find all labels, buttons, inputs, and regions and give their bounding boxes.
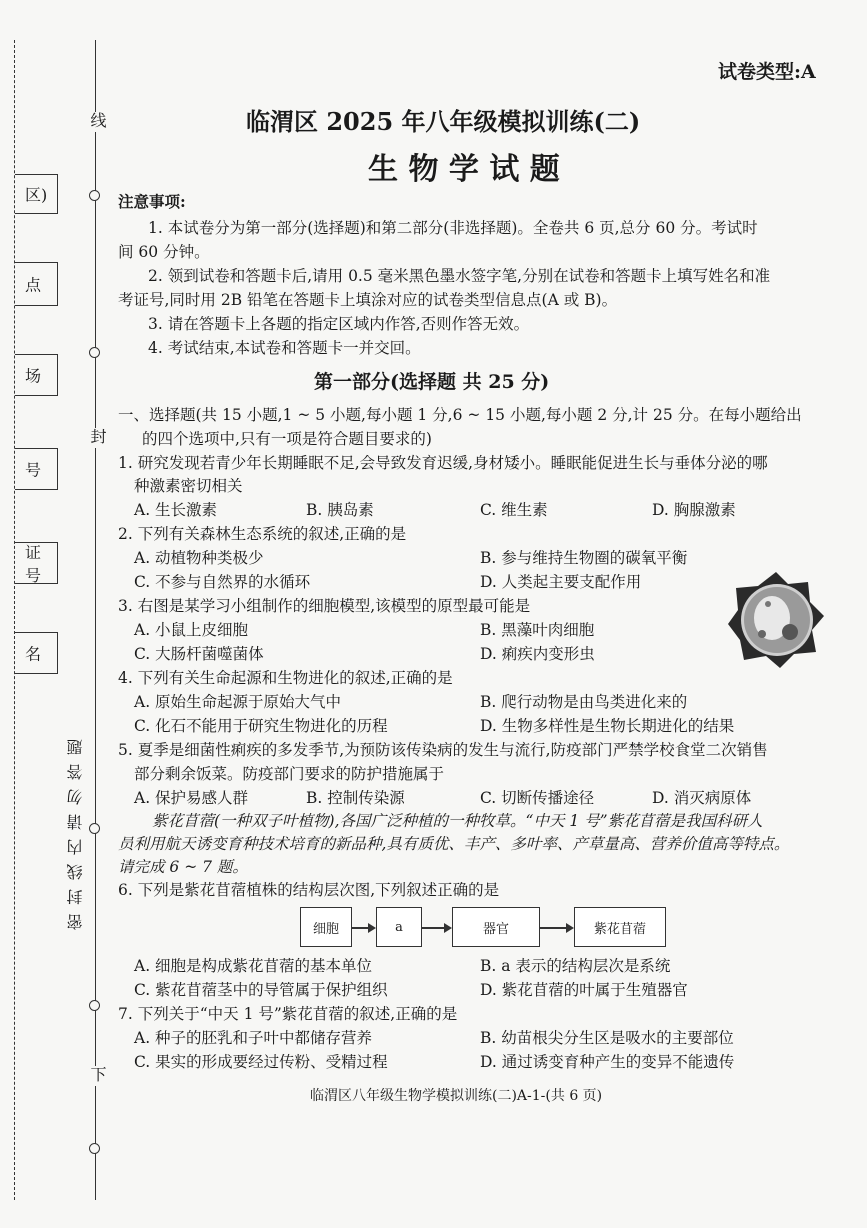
- option-b: B. 参与维持生物圈的碳氧平衡: [480, 549, 688, 567]
- notice-heading: 注意事项:: [118, 192, 186, 211]
- field-label-site: 点: [15, 262, 58, 306]
- option-c: C. 不参与自然界的水循环: [134, 573, 311, 591]
- binding-bottom-char: 下: [88, 1066, 107, 1086]
- page-footer: 临渭区八年级生物学模拟训练(二)A-1-(共 6 页): [310, 1088, 603, 1104]
- section-intro: 的四个选项中,只有一项是符合题目要求的): [142, 430, 432, 448]
- option-d: D. 生物多样性是生物长期进化的结果: [480, 717, 735, 735]
- binding-circle: [89, 190, 100, 201]
- question-stem: 7. 下列关于“中天 1 号”紫花苜蓿的叙述,正确的是: [118, 1005, 458, 1023]
- option-c: C. 紫花苜蓿茎中的导管属于保护组织: [134, 981, 388, 999]
- field-label-room: 场: [15, 354, 58, 396]
- question-stem: 种激素密切相关: [134, 477, 243, 495]
- binding-circle: [89, 1143, 100, 1154]
- flow-arrow: [422, 927, 450, 929]
- option-d: D. 通过诱变育种产生的变异不能遗传: [480, 1053, 735, 1071]
- option-a: A. 动植物种类极少: [134, 549, 264, 567]
- option-a: A. 种子的胚乳和子叶中都储存营养: [134, 1029, 373, 1047]
- material-text: 请完成 6 ~ 7 题。: [118, 858, 248, 876]
- option-d: D. 痢疾内变形虫: [480, 645, 595, 663]
- option-a: A. 保护易感人群: [134, 789, 249, 807]
- option-d: D. 人类起主要支配作用: [480, 573, 642, 591]
- option-d: D. 胸腺激素: [652, 501, 736, 519]
- flow-arrow: [540, 927, 572, 929]
- question-stem: 1. 研究发现若青少年长期睡眠不足,会导致发育迟缓,身材矮小。睡眠能促进生长与垂体分泌的哪: [118, 454, 768, 472]
- question-stem: 6. 下列是紫花苜蓿植株的结构层次图,下列叙述正确的是: [118, 881, 500, 899]
- notice-line: 考证号,同时用 2B 铅笔在答题卡上填涂对应的试卷类型信息点(A 或 B)。: [118, 291, 618, 309]
- question-stem: 部分剩余饭菜。防疫部门要求的防护措施属于: [134, 765, 445, 783]
- option-b: B. 控制传染源: [306, 789, 405, 807]
- flow-box-organ: 器官: [452, 907, 540, 947]
- option-b: B. 幼苗根尖分生区是吸水的主要部位: [480, 1029, 734, 1047]
- part1-title: 第一部分(选择题 共 25 分): [314, 371, 550, 393]
- flow-box-cell: 细胞: [300, 907, 352, 947]
- material-text: 紫花苜蓿(一种双子叶植物),各国广泛种植的一种牧草。“中天 1 号”紫花苜蓿是我国科研人: [152, 812, 763, 830]
- notice-line: 3. 请在答题卡上各题的指定区域内作答,否则作答无效。: [148, 315, 530, 333]
- binding-top-char: 线: [88, 112, 107, 132]
- binding-circle: [89, 1000, 100, 1011]
- option-a: A. 小鼠上皮细胞: [134, 621, 249, 639]
- option-a: A. 生长激素: [134, 501, 218, 519]
- option-b: B. 黑藻叶肉细胞: [480, 621, 595, 639]
- flow-box-alfalfa: 紫花苜蓿: [574, 907, 666, 947]
- page-title: 临渭区 2025 年八年级模拟训练(二): [246, 107, 641, 136]
- notice-line: 1. 本试卷分为第一部分(选择题)和第二部分(非选择题)。全卷共 6 页,总分 60 分。考试时: [148, 219, 758, 237]
- question-stem: 5. 夏季是细菌性痢疾的多发季节,为预防该传染病的发生与流行,防疫部门严禁学校食堂二次销售: [118, 741, 768, 759]
- binding-circle: [89, 347, 100, 358]
- notice-line: 间 60 分钟。: [118, 243, 210, 261]
- option-c: C. 化石不能用于研究生物进化的历程: [134, 717, 388, 735]
- flow-box-a: a: [376, 907, 422, 947]
- notice-line: 2. 领到试卷和答题卡后,请用 0.5 毫米黑色墨水签字笔,分别在试卷和答题卡上填写姓名和准: [148, 267, 771, 285]
- material-text: 员利用航天诱变育种技术培育的新品种,具有质优、丰产、多叶率、产草量高、营养价值高等特点。: [118, 835, 790, 853]
- exam-type: 试卷类型:A: [718, 61, 816, 83]
- question-stem: 2. 下列有关森林生态系统的叙述,正确的是: [118, 525, 407, 543]
- option-c: C. 大肠杆菌噬菌体: [134, 645, 264, 663]
- flow-arrow: [352, 927, 374, 929]
- page-subtitle: 生 物 学 试 题: [368, 152, 560, 187]
- option-c: C. 维生素: [480, 501, 548, 519]
- option-b: B. 爬行动物是由鸟类进化来的: [480, 693, 688, 711]
- notice-line: 4. 考试结束,本试卷和答题卡一并交回。: [148, 339, 421, 357]
- section-intro: 一、选择题(共 15 小题,1 ~ 5 小题,每小题 1 分,6 ~ 15 小题,每小题 2 分,计 25 分。在每小题给出: [118, 406, 802, 424]
- option-d: D. 消灭病原体: [652, 789, 752, 807]
- option-c: C. 果实的形成要经过传粉、受精过程: [134, 1053, 388, 1071]
- field-label-seat: 号: [15, 448, 58, 490]
- question-stem: 4. 下列有关生命起源和生物进化的叙述,正确的是: [118, 669, 453, 687]
- option-a: A. 原始生命起源于原始大气中: [134, 693, 342, 711]
- option-c: C. 切断传播途径: [480, 789, 595, 807]
- cell-model-image: [724, 568, 828, 672]
- field-label-id: 证 号: [15, 542, 58, 584]
- option-b: B. 胰岛素: [306, 501, 374, 519]
- option-b: B. a 表示的结构层次是系统: [480, 957, 671, 975]
- binding-line-outer: [14, 40, 15, 1200]
- option-a: A. 细胞是构成紫花苜蓿的基本单位: [134, 957, 373, 975]
- field-label-district: 区): [15, 174, 58, 214]
- binding-mid-char: 封: [88, 428, 107, 448]
- option-d: D. 紫花苜蓿的叶属于生殖器官: [480, 981, 688, 999]
- binding-line-inner: [95, 40, 96, 1200]
- question-stem: 3. 右图是某学习小组制作的细胞模型,该模型的原型最可能是: [118, 597, 531, 615]
- field-label-name: 名: [15, 632, 58, 674]
- binding-circle: [89, 823, 100, 834]
- binding-seal-notice: 密封线内请勿答题: [66, 730, 85, 930]
